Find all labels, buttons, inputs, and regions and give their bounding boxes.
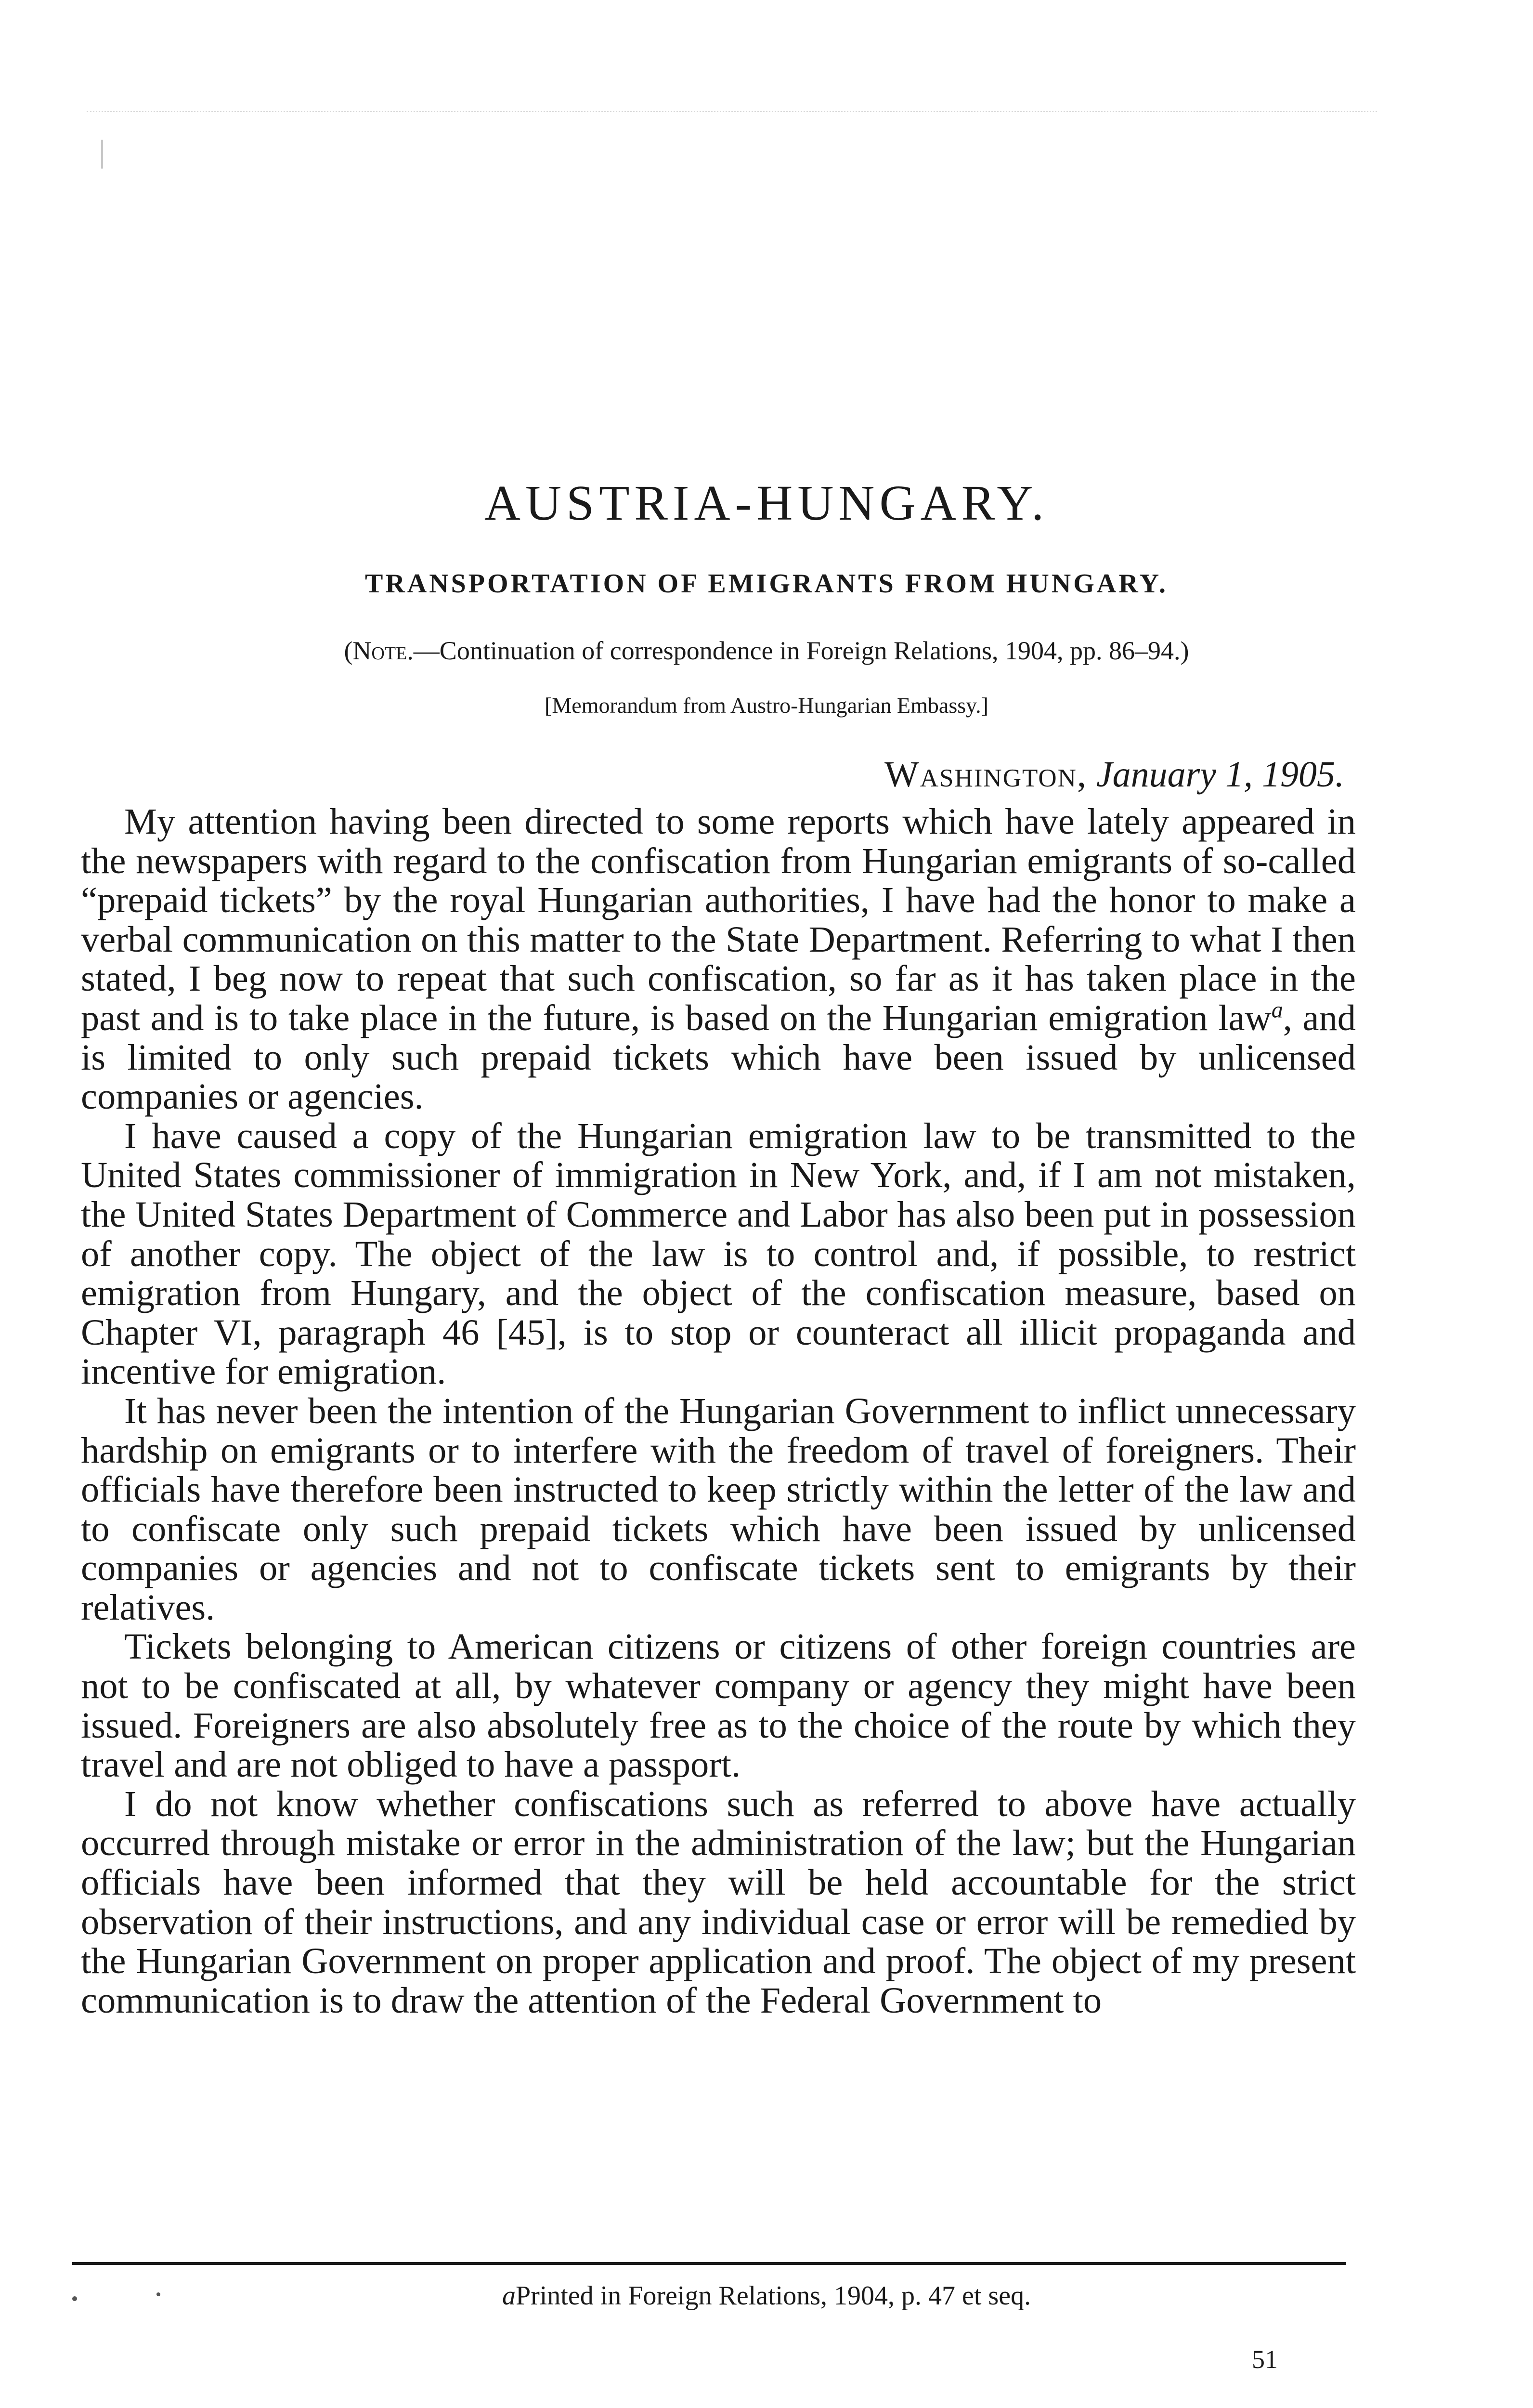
dateline-place: Washington, — [884, 754, 1087, 795]
footnote-mark: a — [502, 2281, 516, 2311]
scan-artifact — [87, 111, 1377, 131]
document-title: AUSTRIA-HUNGARY. — [484, 475, 1049, 531]
memorandum-heading: [Memorandum from Austro-Hungarian Embassy.] — [545, 693, 988, 718]
paragraph-1 — [81, 802, 1356, 1116]
note-text: .—Continuation of correspondence in Foreign Relations, 1904, pp. 86–94.) — [407, 636, 1189, 665]
note-label: Note — [352, 636, 407, 665]
paragraph-3: It has never been the intention of the Hungarian Government to inflict unnecessary hardship on emigrants or to interfere with the freedom of travel of foreigners. Their officials have therefore been instructed to keep strictly within the letter of the law and to confiscate only such prepaid tickets which have been issued by unlicensed companies or agencies and not to confiscate tickets sent to emigrants by their relatives. — [81, 1390, 1356, 1628]
editorial-note — [0, 636, 1533, 666]
paragraph-4: Tickets belonging to American citizens or citizens of other foreign countries are not to be confiscated at all, by whatever company or agency they might have been issued. Foreigners are also absolutely free as to the choice of the route by which they travel and are not obliged to have a passport. — [81, 1626, 1356, 1785]
dateline-date: January 1, 1905. — [1096, 754, 1344, 795]
paragraph-2: I have caused a copy of the Hungarian emigration law to be transmitted to the United States commissioner of immigration in New York, and, if I am not mistaken, the United States Department of Commerce and Labor has also been put in possession of another copy. The object of the law is to control and, if possible, to restrict emigration from Hungary, and the object of the confiscation measure, based on Chapter VI, paragraph 46 [45], is to stop or counteract all illicit propaganda and incentive for emigration. — [81, 1115, 1356, 1392]
paragraph-1-text-end: , and is limited to only such prepaid tickets which have been issued by unlicensed companies or agencies. — [81, 997, 1356, 1117]
note-open: ( — [344, 636, 353, 665]
scan-artifact-mark — [101, 140, 103, 169]
letter-body — [81, 802, 1356, 2020]
footnote-reference: a — [1271, 997, 1283, 1023]
dateline — [884, 754, 1344, 796]
document-subtitle: TRANSPORTATION OF EMIGRANTS FROM HUNGARY. — [364, 569, 1169, 599]
paragraph-1-text: My attention having been directed to some reports which have lately appeared in the newspapers with regard to the confiscation from Hungarian emigrants of so-called “prepaid tickets” by the royal Hungarian authorities, I have had the honor to make a verbal communication on this matter to the State Department. Referring to what I then stated, I beg now to repeat that such confiscation, so far as it has taken place in the past and is to take place in the future, is based on the Hungarian emigration law — [81, 801, 1356, 1038]
paragraph-5: I do not know whether confiscations such as referred to above have actually occurred through mistake or error in the administration of the law; but the Hungarian officials have been informed that they will be held accountable for the strict observation of their instructions, and any individual case or error will be remedied by the Hungarian Government on proper application and proof. The object of my present communication is to draw the attention of the Federal Government to — [81, 1783, 1356, 2021]
page-number: 51 — [1252, 2345, 1278, 2374]
footnote — [0, 2280, 1533, 2311]
footnote-text: Printed in Foreign Relations, 1904, p. 47 et seq. — [515, 2281, 1031, 2311]
footnote-divider — [72, 2262, 1346, 2265]
